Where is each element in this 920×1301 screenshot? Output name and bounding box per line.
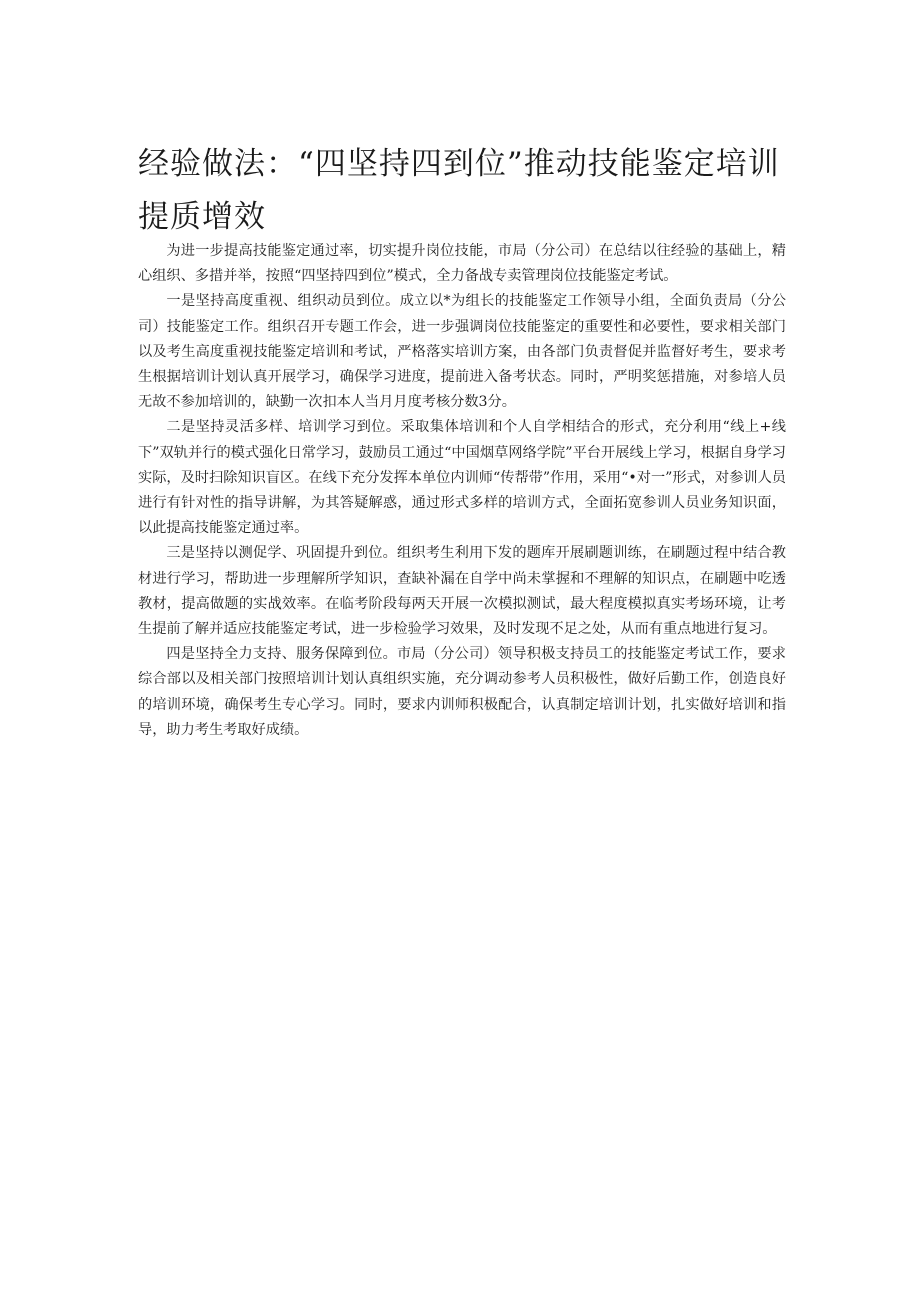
- paragraph-intro: 为进一步提高技能鉴定通过率，切实提升岗位技能，市局（分公司）在总结以往经验的基础上，精心组织、多措并举，按照“四坚持四到位”模式，全力备战专卖管理岗位技能鉴定考试。: [138, 243, 786, 285]
- paragraph-point-1: 一是坚持高度重视、组织动员到位。成立以*为组长的技能鉴定工作领导小组，全面负责局（分公司）技能鉴定工作。组织召开专题工作会，进一步强调岗位技能鉴定的重要性和必要性，要求相关部门以及考生高度重视技能鉴定培训和考试，严格落实培训方案，由各部门负责督促并监督好考生，要求考生根据培训计划认真开展学习，确保学习进度，提前进入备考状态。同时，严明奖惩措施，对参培人员无故不参加培训的，缺勤一次扣本人当月月度考核分数3分。: [138, 293, 786, 411]
- paragraph-point-2: 二是坚持灵活多样、培训学习到位。采取集体培训和个人自学相结合的形式，充分利用“线上+线下”双轨并行的模式强化日常学习，鼓励员工通过“中国烟草网络学院”平台开展线上学习，根据自身学习实际，及时扫除知识盲区。在线下充分发挥本单位内训师“传帮带”作用，采用“•对一”形式，对参训人员进行有针对性的指导讲解，为其答疑解惑，通过形式多样的培训方式，全面拓宽参训人员业务知识面，以此提高技能鉴定通过率。: [138, 419, 786, 537]
- paragraph-point-4: 四是坚持全力支持、服务保障到位。市局（分公司）领导积极支持员工的技能鉴定考试工作，要求综合部以及相关部门按照培训计划认真组织实施，充分调动参考人员积极性，做好后勤工作，创造良好的培训环境，确保考生专心学习。同时，要求内训师积极配合，认真制定培训计划，扎实做好培训和指导，助力考生考取好成绩。: [138, 646, 786, 738]
- document-title: 经验做法：“四坚持四到位”推动技能鉴定培训提质增效: [138, 146, 780, 235]
- paragraph-point-3: 三是坚持以测促学、巩固提升到位。组织考生利用下发的题库开展刷题训练，在刷题过程中结合教材进行学习，帮助进一步理解所学知识，查缺补漏在自学中尚未掌握和不理解的知识点，在刷题中吃透教材，提高做题的实战效率。在临考阶段每两天开展一次模拟测试，最大程度模拟真实考场环境，让考生提前了解并适应技能鉴定考试，进一步检验学习效果，及时发现不足之处，从而有重点地进行复习。: [138, 545, 786, 638]
- document-body: [138, 239, 786, 743]
